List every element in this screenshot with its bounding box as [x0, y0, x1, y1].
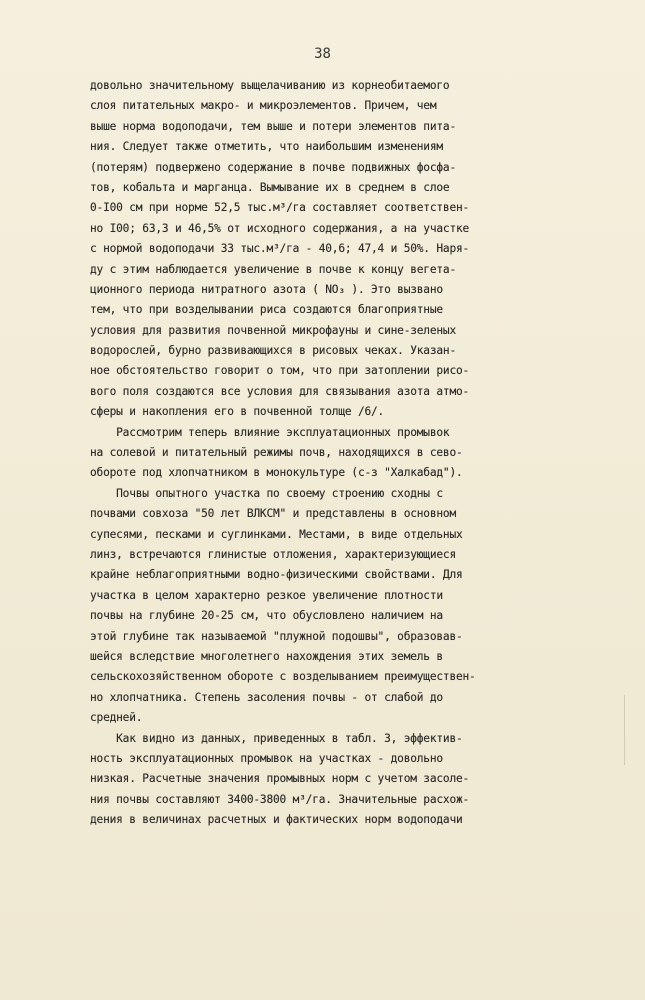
text-line: с нормой водоподачи 33 тыс.м³/га - 40,6; 47,4 и 50%. Наря-: [90, 242, 470, 256]
text-line: линз, встречаются глинистые отложения, характеризующиеся: [90, 547, 456, 561]
text-line: ду с этим наблюдается увеличение в почве к концу вегета-: [90, 262, 456, 276]
text-line: ное обстоятельство говорит о том, что при затоплении рисо-: [90, 364, 470, 378]
text-line: условия для развития почвенной микрофауны и сине-зеленых: [90, 323, 456, 337]
text-line: Почвы опытного участка по своему строению сходны с: [90, 486, 443, 500]
text-line: вого поля создаются все условия для связывания азота атмо-: [90, 384, 470, 398]
text-line: шейся вследствие многолетнего нахождения этих земель в: [90, 649, 443, 663]
text-line: почвами совхоза "50 лет ВЛКСМ" и представлены в основном: [90, 507, 456, 521]
text-line: этой глубине так называемой "плужной подошвы", образовав-: [90, 629, 463, 643]
text-line: средней.: [90, 711, 143, 725]
paper-fold-mark: [624, 695, 625, 765]
text-line: сельскохозяйственном обороте с возделыванием преимуществен-: [90, 670, 476, 684]
text-line: слоя питательных макро- и микроэлементов. Причем, чем: [90, 99, 437, 113]
text-line: сферы и накопления его в почвенной толще /6/.: [90, 405, 385, 419]
text-line: крайне неблагоприятными водно-физическими свойствами. Для: [90, 568, 463, 582]
text-line: тов, кобальта и марганца. Вымывание их в среднем в слое: [90, 180, 450, 194]
text-line: (потерям) подвержено содержание в почве подвижных фосфа-: [90, 160, 456, 174]
text-line: водорослей, бурно развивающихся в рисовых чеках. Указан-: [90, 344, 456, 358]
text-line: 0-I00 см при норме 52,5 тыс.м³/га составляет соответствен-: [90, 201, 470, 215]
text-line: дения в величинах расчетных и фактических норм водоподачи: [90, 813, 463, 827]
body-text: [90, 76, 590, 830]
text-line: но хлопчатника. Степень засоления почвы - от слабой до: [90, 690, 443, 704]
text-line: ность эксплуатационных промывок на участках - довольно: [90, 751, 443, 765]
text-line: тем, что при возделывании риса создаются благоприятные: [90, 303, 443, 317]
page-number: 38: [314, 46, 331, 62]
text-line: ния почвы составляют 3400-3800 м³/га. Значительные расхож-: [90, 792, 470, 806]
text-line: ционного периода нитратного азота ( NO₃ ). Это вызвано: [90, 282, 443, 296]
text-line: но I00; 63,3 и 46,5% от исходного содержания, а на участке: [90, 221, 470, 235]
text-line: супесями, песками и суглинками. Местами, в виде отдельных: [90, 527, 463, 541]
text-line: низкая. Расчетные значения промывных норм с учетом засоле-: [90, 772, 470, 786]
text-line: Рассмотрим теперь влияние эксплуатационных промывок: [90, 425, 450, 439]
text-line: участка в целом характерно резкое увеличение плотности: [90, 588, 443, 602]
text-line: обороте под хлопчатником в монокультуре (с-з "Халкабад").: [90, 466, 463, 480]
text-line: почвы на глубине 20-25 см, что обусловлено наличием на: [90, 609, 443, 623]
text-line: Как видно из данных, приведенных в табл. 3, эффектив-: [90, 731, 463, 745]
text-line: довольно значительному выщелачиванию из корнеобитаемого: [90, 79, 450, 92]
text-line: ния. Следует также отметить, что наибольшим изменениям: [90, 140, 443, 154]
text-line: выше норма водоподачи, тем выше и потери элементов пита-: [90, 119, 456, 133]
text-line: на солевой и питательный режимы почв, находящихся в сево-: [90, 446, 463, 460]
